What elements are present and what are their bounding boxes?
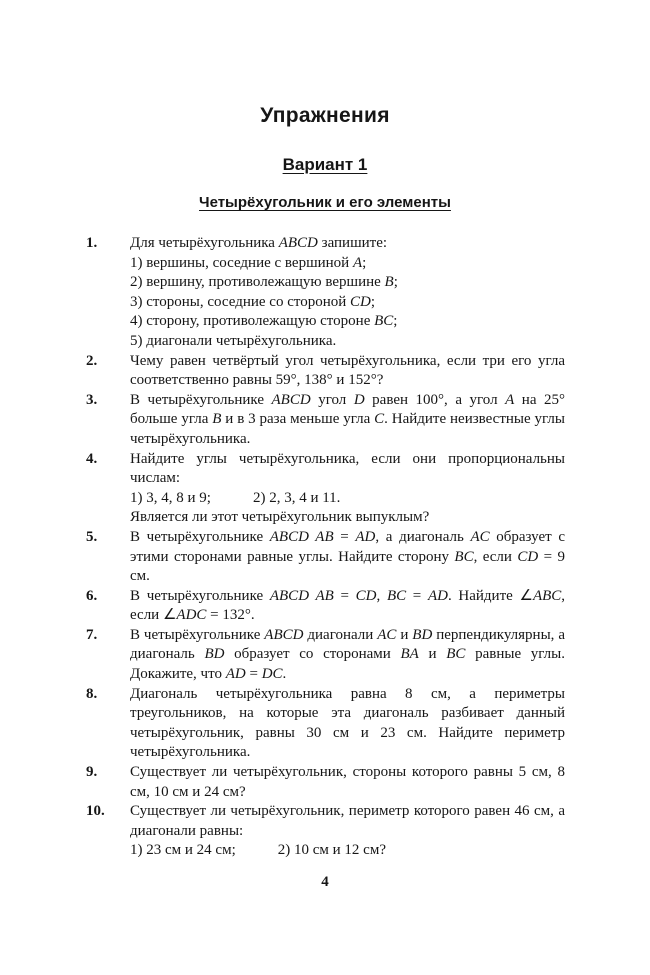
- text-segment: ;: [362, 254, 367, 271]
- problem-item: [85, 352, 565, 391]
- problem-paragraph: [130, 391, 565, 450]
- problem-item: [85, 626, 565, 685]
- text-segment: и: [396, 626, 413, 643]
- text-segment: ;: [393, 274, 398, 291]
- text-segment: В четырёхугольнике: [130, 626, 265, 643]
- text-segment: , а диагональ: [375, 528, 471, 545]
- text-segment: . Найдите неизвестные углы четырёхугольника.: [130, 411, 565, 447]
- text-segment: 1) вершины, соседние с вершиной: [130, 254, 353, 271]
- math-variable: AD: [355, 528, 376, 545]
- text-segment: равные углы. Докажите, что: [130, 646, 565, 683]
- text-segment: В четырёхугольнике: [130, 528, 270, 545]
- text-segment: запишите:: [317, 235, 388, 251]
- variant-heading: Вариант 1: [282, 155, 368, 174]
- problem-number: 2.: [86, 352, 98, 369]
- problem-text: [130, 234, 565, 352]
- problem-paragraph: [130, 254, 565, 274]
- problem-text: [130, 763, 565, 802]
- problem-text: [130, 802, 565, 861]
- problem-paragraph: [130, 312, 565, 332]
- problem-number: 1.: [86, 235, 98, 251]
- math-variable: ADC: [176, 607, 207, 624]
- text-segment: 2) вершину, противолежащую вершине: [130, 274, 385, 291]
- text-segment: =: [406, 587, 428, 604]
- math-variable: BC: [386, 587, 407, 604]
- page-number: 4: [321, 874, 329, 890]
- text-segment: Существует ли четырёхугольник, стороны которого равны 5 см, 8 см, 10 см и 24 см?: [130, 764, 565, 800]
- problem-number: 10.: [86, 803, 105, 820]
- text-segment: и в 3 раза меньше угла: [221, 411, 375, 428]
- text-segment: образует со сторонами: [224, 646, 401, 663]
- problem-text: [130, 626, 565, 685]
- problem-item: [85, 587, 565, 626]
- math-variable: DC: [261, 666, 283, 683]
- problem-item: [85, 234, 565, 352]
- math-variable: BC: [454, 548, 474, 565]
- text-segment: Существует ли четырёхугольник, периметр которого равен 46 см, а диагонали равны:: [130, 803, 565, 839]
- math-variable: C: [374, 411, 385, 428]
- section-heading: Четырёхугольник и его элементы: [199, 194, 451, 211]
- problem-item: [85, 763, 565, 802]
- text-segment: =: [333, 587, 356, 604]
- math-variable: BD: [204, 646, 225, 663]
- text-segment: 5) диагонали четырёхугольника.: [130, 332, 337, 349]
- text-segment: . Найдите ∠: [447, 587, 533, 604]
- math-variable: AD: [427, 587, 448, 604]
- text-segment: В четырёхугольнике: [130, 587, 270, 604]
- text-segment: .: [282, 666, 287, 683]
- problem-paragraph: [130, 352, 565, 391]
- math-variable: AC: [377, 626, 397, 643]
- problem-item: [85, 528, 565, 587]
- problem-item: [85, 802, 565, 861]
- math-variable: BA: [400, 646, 419, 663]
- text-segment: на 25° больше угла: [130, 391, 565, 428]
- problem-paragraph: [130, 293, 565, 313]
- math-variable: ABCD AB: [269, 587, 334, 604]
- problem-number: 3.: [86, 391, 98, 408]
- problems-list: [85, 234, 565, 861]
- text-segment: перпендикулярны, а диагональ: [130, 626, 565, 663]
- text-segment: образует с этими сторонами равные углы. Найдите сторону: [130, 528, 565, 565]
- problem-number: 6.: [86, 587, 98, 604]
- problem-item: [85, 450, 565, 528]
- problem-paragraph: [130, 763, 565, 802]
- problem-number: 8.: [86, 685, 98, 702]
- problem-paragraph: [130, 685, 565, 763]
- problem-text: [130, 528, 565, 587]
- problem-text: [130, 685, 565, 763]
- text-segment: 2) 10 см и 12 см?: [277, 842, 386, 859]
- problem-text: [130, 391, 565, 450]
- math-variable: ABCD: [278, 235, 318, 251]
- problem-paragraph: [130, 587, 565, 626]
- problem-paragraph: [130, 450, 565, 489]
- math-variable: AD: [225, 666, 246, 683]
- math-variable: AC: [470, 528, 490, 545]
- problem-paragraph: [130, 802, 565, 841]
- math-variable: A: [352, 254, 363, 271]
- problem-text: [130, 587, 565, 626]
- problem-number: 7.: [86, 626, 98, 643]
- math-variable: B: [384, 274, 394, 291]
- math-variable: B: [212, 411, 222, 428]
- problem-paragraph: [130, 489, 565, 509]
- page-title: Упражнения: [260, 104, 390, 127]
- text-segment: , если: [473, 548, 518, 565]
- problem-paragraph: [130, 234, 565, 254]
- text-segment: = 9 см.: [130, 548, 566, 585]
- problem-text: [130, 450, 565, 528]
- math-variable: CD: [350, 293, 371, 310]
- text-segment: 2) 2, 3, 4 и 11.: [252, 489, 341, 506]
- problem-paragraph: [130, 528, 565, 587]
- problem-item: [85, 685, 565, 763]
- math-variable: D: [353, 391, 365, 408]
- problem-number: 5.: [86, 528, 98, 545]
- text-segment: и: [418, 646, 447, 663]
- text-segment: равен 100°, а угол: [364, 391, 506, 408]
- math-variable: ABC: [532, 587, 562, 604]
- text-segment: =: [245, 666, 262, 683]
- math-variable: ABCD: [271, 391, 311, 408]
- text-segment: ;: [393, 313, 398, 330]
- text-segment: 1) 23 см и 24 см;: [130, 842, 236, 859]
- text-segment: = 132°.: [206, 607, 255, 624]
- math-variable: ABCD: [264, 626, 304, 643]
- problem-number: 9.: [86, 764, 98, 781]
- text-segment: В четырёхугольнике: [130, 391, 272, 408]
- math-variable: ABCD AB: [269, 528, 334, 545]
- math-variable: A: [505, 391, 515, 408]
- text-segment: 3) стороны, соседние со стороной: [130, 293, 351, 310]
- text-segment: Диагональ четырёхугольника равна 8 см, а периметры треугольников, на которые эта диагональ разбивает данный четырёхугольник, равны 30 см и 23 см. Найдите периметр четырёхугольника.: [130, 685, 565, 761]
- problem-paragraph: [130, 273, 565, 293]
- text-segment: Найдите углы четырёхугольника, если они пропорциональны числам:: [130, 450, 565, 487]
- problem-paragraph: [130, 332, 565, 352]
- math-variable: BC: [446, 646, 466, 663]
- problem-number: 4.: [86, 450, 98, 467]
- math-variable: CD: [355, 587, 377, 604]
- problem-paragraph: [130, 841, 565, 861]
- text-segment: Для четырёхугольника: [130, 235, 279, 251]
- text-segment: ,: [376, 587, 387, 604]
- problem-paragraph: [130, 626, 565, 685]
- math-variable: CD: [517, 548, 539, 565]
- text-segment: диагонали: [303, 626, 378, 643]
- math-variable: BC: [374, 313, 394, 330]
- problem-item: [85, 391, 565, 450]
- text-segment: 4) сторону, противолежащую стороне: [130, 313, 375, 330]
- text-segment: угол: [310, 391, 354, 408]
- text-segment: =: [333, 528, 356, 545]
- text-segment: ;: [370, 293, 376, 310]
- text-segment: 1) 3, 4, 8 и 9;: [130, 489, 211, 506]
- text-segment: , если ∠: [130, 587, 566, 624]
- problem-paragraph: [130, 508, 565, 528]
- text-segment: Является ли этот четырёхугольник выпуклым?: [130, 509, 430, 526]
- text-segment: Чему равен четвёртый угол четырёхугольника, если три его угла соответственно равны 59°, 138° и 152°?: [130, 352, 565, 389]
- problem-text: [130, 352, 565, 391]
- math-variable: BD: [412, 626, 433, 643]
